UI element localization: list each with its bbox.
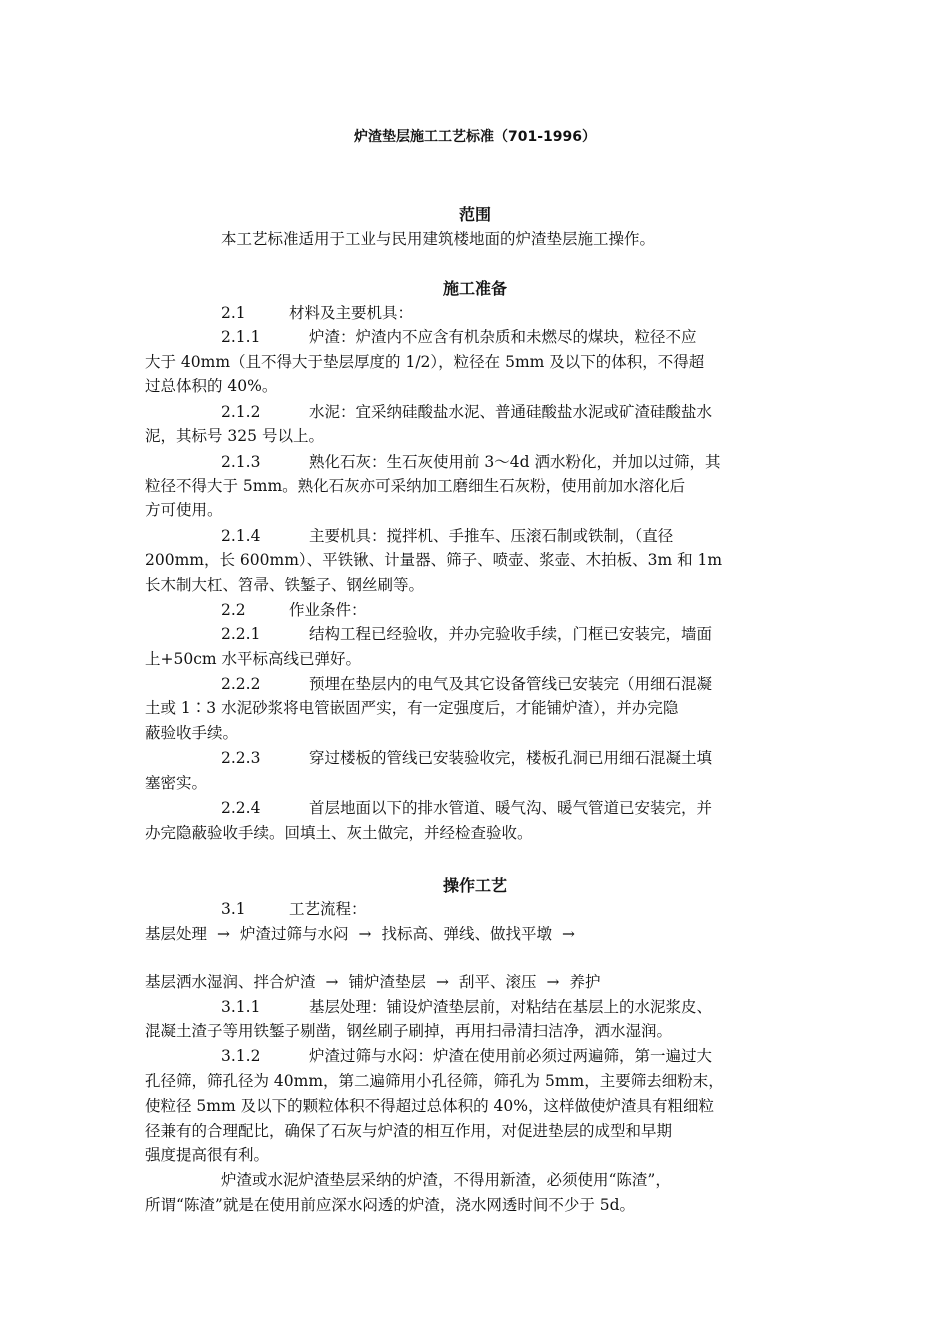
clause-number: 3.1 — [221, 900, 246, 918]
clause-2-1 — [145, 301, 891, 325]
text-line: 混凝土渣子等用铁錾子剔凿，钢丝刷子刷掉，再用扫帚清扫洁净，洒水湿润。 — [145, 1022, 673, 1040]
clause-number: 2.2 — [221, 601, 246, 619]
clause-2-1-1 — [145, 325, 891, 349]
clause-text: 主要机具：搅拌机、手推车、压滚石制或铁制，（直径 — [309, 527, 674, 545]
text-line: 大于 40mm（且不得大于垫层厚度的 1/2），粒径在 5mm 及以下的体积，不得超 — [145, 353, 705, 371]
flow-step: 养护 — [569, 973, 601, 991]
text-line: 200mm，长 600mm）、平铁锹、计量器、筛子、喷壶、浆壶、木拍板、3m 和 1m — [145, 551, 723, 569]
paragraph-slag: 炉渣或水泥炉渣垫层采纳的炉渣，不得用新渣，必须使用“陈渣”， — [221, 1171, 671, 1189]
flow-step: 铺炉渣垫层 — [348, 973, 427, 991]
clause-number: 2.2.3 — [221, 749, 261, 767]
clause-text: 炉渣过筛与水闷：炉渣在使用前必须过两遍筛，第一遍过大 — [309, 1047, 713, 1065]
heading-prep: 施工准备 — [442, 279, 507, 298]
text-line: 孔径筛，筛孔径为 40mm，第二遍筛用小孔径筛，筛孔为 5mm，主要筛去细粉末， — [145, 1072, 724, 1090]
clause-2-1-2 — [145, 400, 891, 424]
text-line: 方可使用。 — [145, 501, 223, 519]
clause-2-2-3 — [145, 746, 891, 770]
clause-text: 首层地面以下的排水管道、暖气沟、暖气管道已安装完，并 — [309, 799, 713, 817]
process-flow-row-2 — [145, 970, 601, 994]
arrow-right-icon: → — [436, 973, 450, 991]
text-line: 办完隐蔽验收手续。回填土、灰土做完，并经检查验收。 — [145, 824, 533, 842]
clause-3-1-2 — [145, 1044, 891, 1068]
text-line: 上+50cm 水平标高线已弹好。 — [145, 650, 362, 668]
clause-number: 2.1.4 — [221, 527, 261, 545]
text-line: 泥，其标号 325 号以上。 — [145, 427, 324, 445]
clause-2-2-1 — [145, 622, 891, 646]
text-line: 所谓“陈渣”就是在使用前应深水闷透的炉渣，浇水网透时间不少于 5d。 — [145, 1196, 636, 1214]
clause-text: 穿过楼板的管线已安装验收完，楼板孔洞已用细石混凝土填 — [309, 749, 713, 767]
clause-text: 基层处理：铺设炉渣垫层前，对粘结在基层上的水泥浆皮、 — [309, 998, 713, 1016]
text-line: 塞密实。 — [145, 774, 208, 792]
arrow-right-icon: → — [325, 973, 339, 991]
process-flow-row-1 — [145, 922, 585, 946]
clause-text: 水泥：宜采纳硅酸盐水泥、普通硅酸盐水泥或矿渣硅酸盐水 — [309, 403, 713, 421]
arrow-right-icon: → — [358, 925, 372, 943]
clause-2-1-3 — [145, 450, 891, 474]
clause-number: 3.1.1 — [221, 998, 261, 1016]
clause-number: 2.2.4 — [221, 799, 261, 817]
arrow-right-icon: → — [546, 973, 560, 991]
text-line: 过总体积的 40%。 — [145, 377, 278, 395]
text-line: 径兼有的合理配比，确保了石灰与炉渣的相互作用，对促进垫层的成型和早期 — [145, 1122, 673, 1140]
clause-number: 2.2.1 — [221, 625, 261, 643]
document-title: 炉渣垫层施工工艺标准（701-1996） — [354, 129, 596, 145]
paragraph: 本工艺标准适用于工业与民用建筑楼地面的炉渣垫层施工操作。 — [221, 230, 656, 248]
text-line: 粒径不得大于 5mm。熟化石灰亦可采纳加工磨细生石灰粉，使用前加水溶化后 — [145, 477, 686, 495]
flow-step: 炉渣过筛与水闷 — [240, 925, 349, 943]
clause-number: 3.1.2 — [221, 1047, 261, 1065]
clause-number: 2.1.1 — [221, 328, 261, 346]
arrow-right-icon: → — [562, 925, 576, 943]
clause-2-2-2 — [145, 672, 891, 696]
arrow-right-icon: → — [217, 925, 231, 943]
heading-ops: 操作工艺 — [442, 876, 507, 895]
clause-2-1-4 — [145, 524, 891, 548]
flow-step: 找标高、弹线、做找平墩 — [381, 925, 553, 943]
text-line: 长木制大杠、笤帚、铁錾子、钢丝刷等。 — [145, 576, 425, 594]
flow-step: 刮平、滚压 — [459, 973, 537, 991]
clause-2-2 — [145, 598, 891, 622]
clause-text: 作业条件： — [289, 601, 367, 619]
clause-text: 预埋在垫层内的电气及其它设备管线已安装完（用细石混凝 — [309, 675, 713, 693]
clause-text: 工艺流程： — [289, 900, 367, 918]
flow-step: 基层洒水湿润、拌合炉渣 — [145, 973, 316, 991]
heading-scope: 范围 — [458, 205, 491, 224]
clause-number: 2.2.2 — [221, 675, 261, 693]
clause-3-1-1 — [145, 995, 891, 1019]
text-line: 强度提高很有利。 — [145, 1146, 270, 1164]
text-line: 使粒径 5mm 及以下的颗粒体积不得超过总体积的 40%，这样做使炉渣具有粗细粒 — [145, 1097, 714, 1115]
text-line: 土或 1∶3 水泥砂浆将电管嵌固严实，有一定强度后，才能铺炉渣），并办完隐 — [145, 699, 679, 717]
clause-text: 熟化石灰：生石灰使用前 3～4d 洒水粉化，并加以过筛，其 — [309, 453, 721, 471]
clause-2-2-4 — [145, 796, 891, 820]
clause-text: 结构工程已经验收，并办完验收手续，门框已安装完，墙面 — [309, 625, 713, 643]
clause-text: 炉渣：炉渣内不应含有机杂质和未燃尽的煤块，粒径不应 — [309, 328, 697, 346]
flow-step: 基层处理 — [145, 925, 208, 943]
clause-text: 材料及主要机具： — [289, 304, 414, 322]
text-line: 蔽验收手续。 — [145, 724, 239, 742]
clause-number: 2.1 — [221, 304, 246, 322]
clause-number: 2.1.2 — [221, 403, 261, 421]
clause-3-1 — [145, 897, 891, 921]
clause-number: 2.1.3 — [221, 453, 261, 471]
